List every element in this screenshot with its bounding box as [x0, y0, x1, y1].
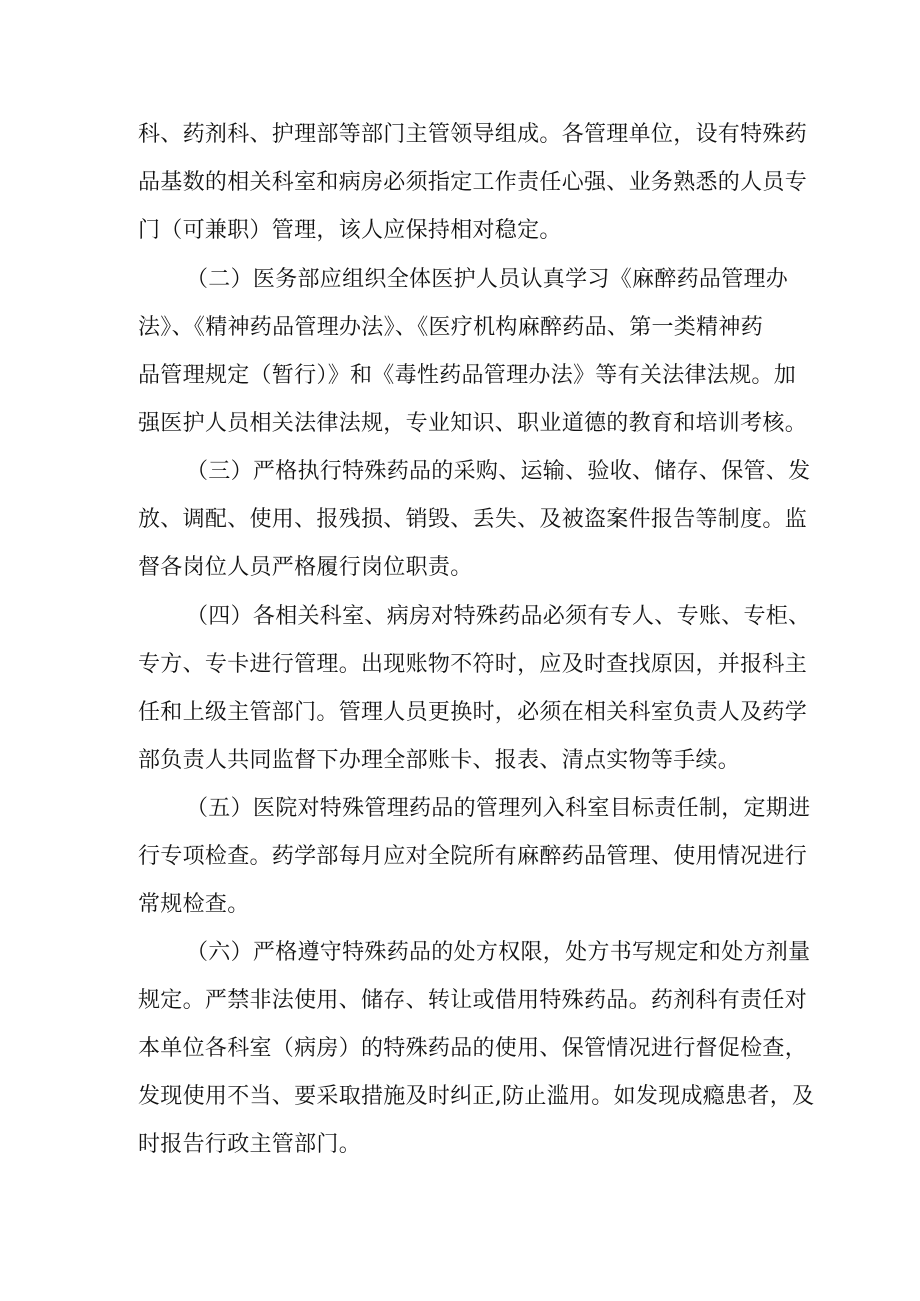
text-line: 专方、专卡进行管理。出现账物不符时，应及时查找原因，并报科主: [138, 652, 808, 677]
text-line: 常规检查。: [138, 892, 250, 917]
text-line: （四）各相关科室、病房对特殊药品必须有专人、专账、专柜、: [186, 604, 811, 629]
text-line: 门（可兼职）管理，该人应保持相对稳定。: [138, 218, 562, 243]
text-line: 科、药剂科、护理部等部门主管领导组成。各管理单位，设有特殊药: [138, 122, 808, 147]
text-line: 放、调配、使用、报残损、销毁、丢失、及被盗案件报告等制度。监: [138, 507, 808, 532]
text-line: （五）医院对特殊管理药品的管理列入科室目标责任制，定期进: [186, 796, 811, 821]
text-line: 督各岗位人员严格履行岗位职责。: [138, 555, 473, 580]
text-line: （二）医务部应组织全体医护人员认真学习《麻醉药品管理办: [186, 267, 789, 292]
text-line: 时报告行政主管部门。: [138, 1132, 362, 1157]
text-line: 规定。严禁非法使用、储存、转让或借用特殊药品。药剂科有责任对: [138, 988, 808, 1013]
text-line: 本单位各科室（病房）的特殊药品的使用、保管情况进行督促检查，: [138, 1036, 808, 1061]
text-line: 强医护人员相关法律法规，专业知识、职业道德的教育和培训考核。: [138, 411, 808, 436]
text-line: 法》、《精神药品管理办法》、《医疗机构麻醉药品、第一类精神药: [138, 315, 764, 340]
text-line: （六）严格遵守特殊药品的处方权限，处方书写规定和处方剂量: [186, 940, 811, 965]
text-line: 行专项检查。药学部每月应对全院所有麻醉药品管理、使用情况进行: [138, 844, 808, 869]
text-line: 任和上级主管部门。管理人员更换时，必须在相关科室负责人及药学: [138, 700, 808, 725]
text-line: 品基数的相关科室和病房必须指定工作责任心强、业务熟悉的人员专: [138, 170, 808, 195]
text-line: （三）严格执行特殊药品的采购、运输、验收、储存、保管、发: [186, 459, 811, 484]
text-line: 部负责人共同监督下办理全部账卡、报表、清点实物等手续。: [138, 748, 741, 773]
text-line: 品管理规定（暂行）》和《毒性药品管理办法》等有关法律法规。加: [138, 363, 797, 388]
text-line: 发现使用不当、要采取措施及时纠正,防止滥用。如发现成瘾患者，及: [138, 1084, 815, 1109]
